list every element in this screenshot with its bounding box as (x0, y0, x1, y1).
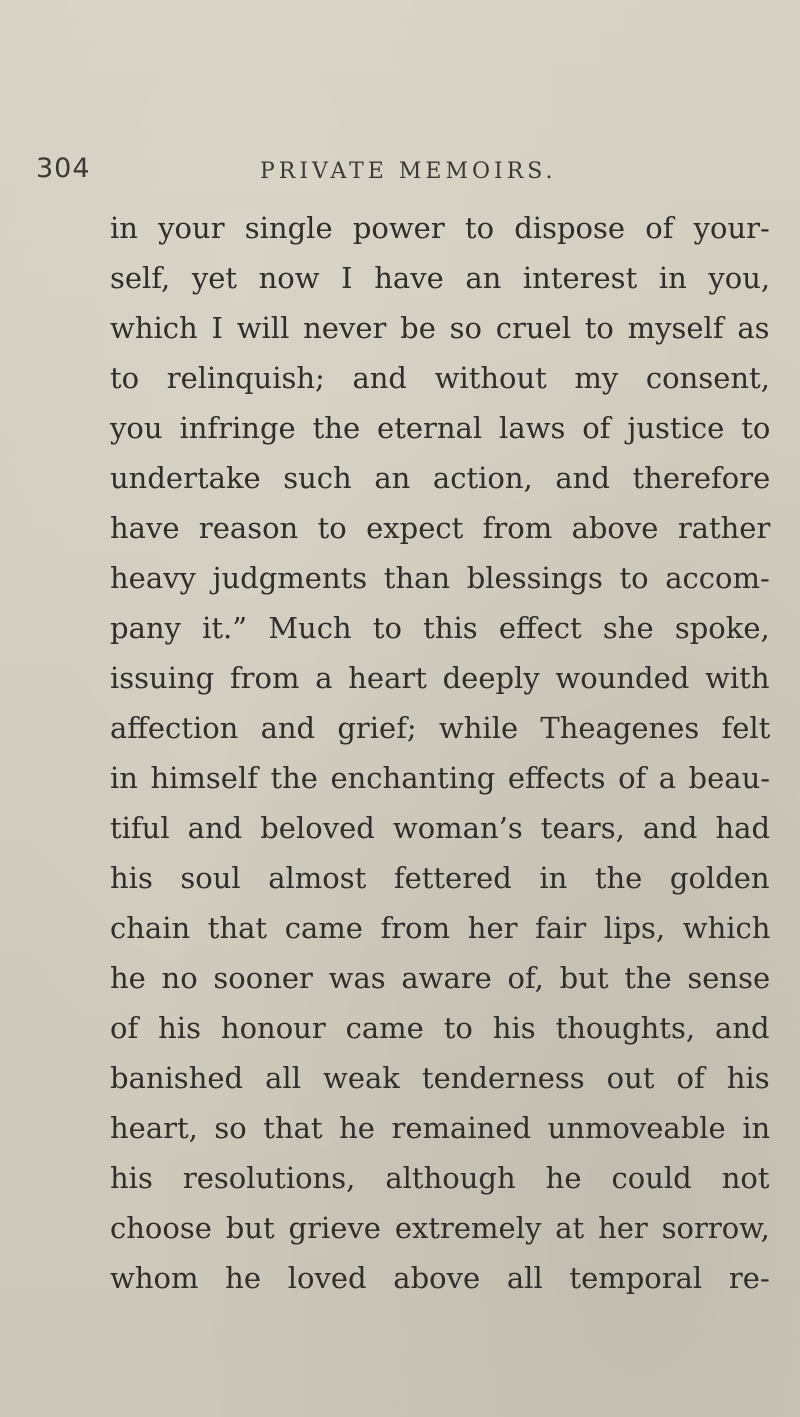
text-line: pany it.” Much to this effect she spoke, (110, 611, 770, 645)
text-line: his resolutions, although he could not (110, 1161, 770, 1195)
page-number: 304 (36, 153, 91, 184)
text-line: his soul almost fettered in the golden (110, 861, 770, 895)
text-line: he no sooner was aware of, but the sense (110, 961, 771, 995)
text-line: whom he loved above all temporal re- (110, 1261, 770, 1295)
text-line: have reason to expect from above rather (110, 511, 771, 545)
text-line: of his honour came to his thoughts, and (110, 1011, 770, 1045)
text-line: undertake such an action, and therefore (110, 461, 771, 495)
text-line: in your single power to dispose of your- (110, 211, 770, 245)
text-line: you infringe the eternal laws of justice to (110, 411, 771, 445)
text-line: tiful and beloved woman’s tears, and had (110, 811, 771, 845)
text-line: heart, so that he remained unmoveable in (110, 1111, 771, 1145)
text-line: to relinquish; and without my consent, (110, 361, 770, 395)
text-line: heavy judgments than blessings to accom- (110, 561, 770, 595)
text-line: issuing from a heart deeply wounded with (110, 661, 770, 695)
text-line: choose but grieve extremely at her sorrow, (110, 1211, 770, 1245)
text-line: chain that came from her fair lips, which (110, 911, 771, 945)
text-line: banished all weak tenderness out of his (110, 1061, 770, 1095)
text-line: self, yet now I have an interest in you, (110, 261, 771, 295)
text-line: in himself the enchanting effects of a beau- (110, 761, 771, 795)
text-line: which I will never be so cruel to myself as (110, 311, 770, 345)
text-line: affection and grief; while Theagenes felt (110, 711, 771, 745)
running-title: PRIVATE MEMOIRS. (260, 159, 557, 184)
